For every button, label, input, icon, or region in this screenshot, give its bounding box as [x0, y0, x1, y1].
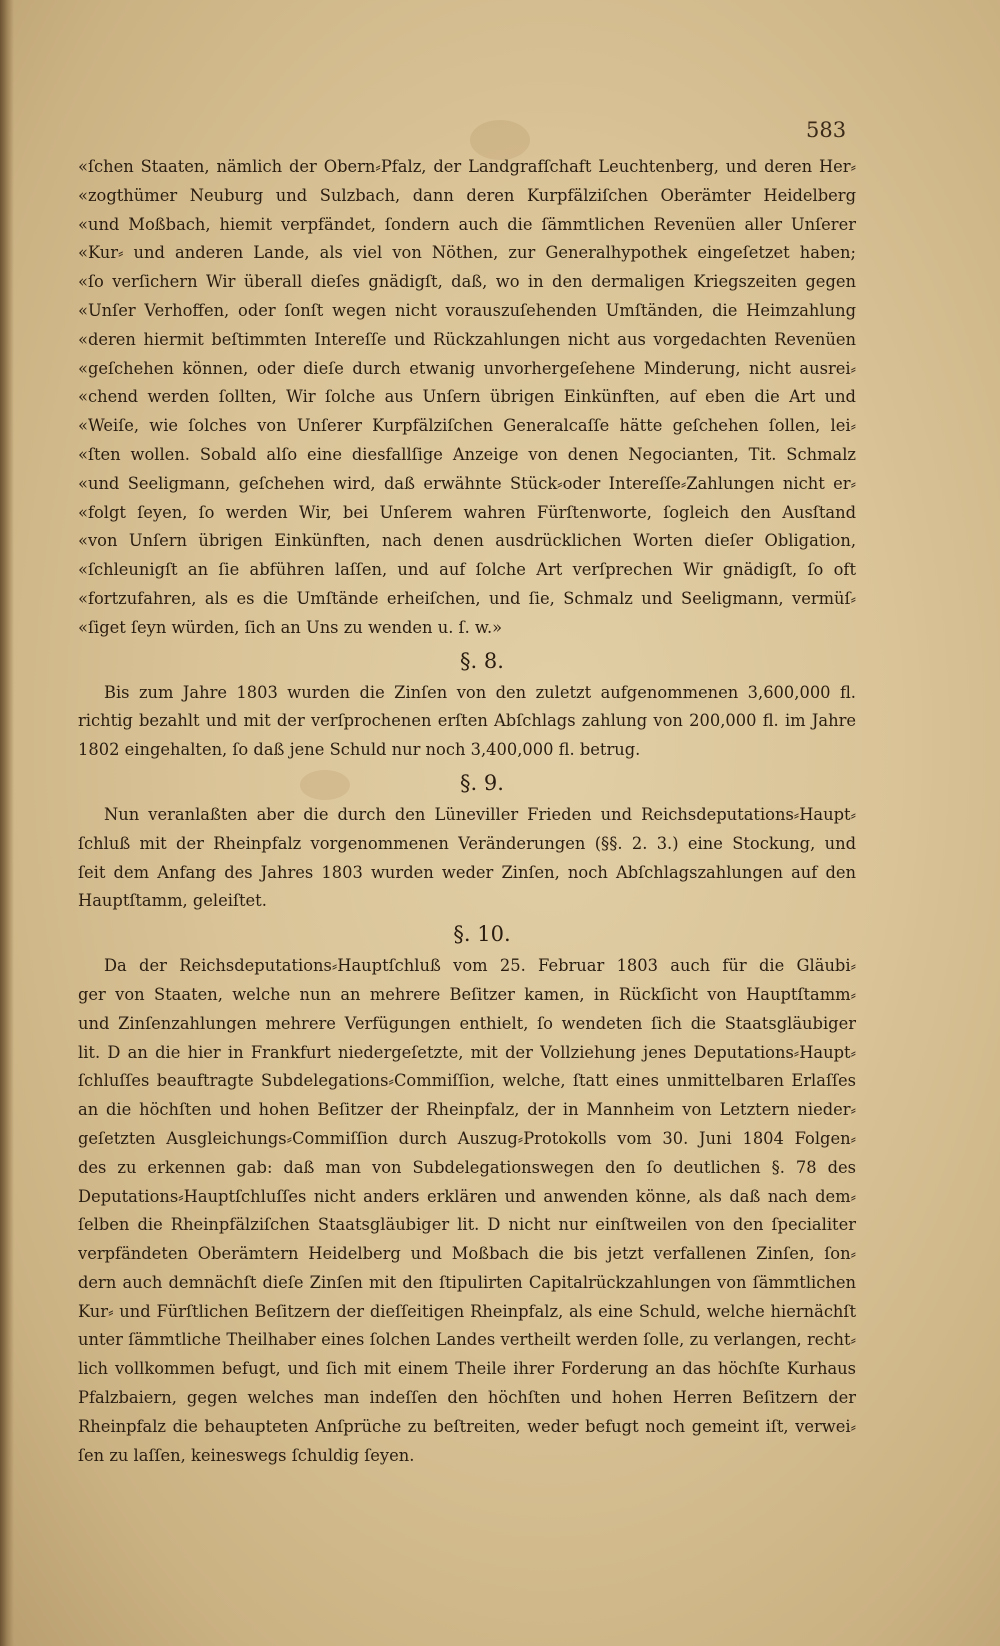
paragraph-line: Da der Reichsdeputations⸗Hauptſchluß vom 25. Februar 1803 auch für die Gläubi⸗ [104, 956, 856, 976]
paragraph-line: Bis zum Jahre 1803 wurden die Zinſen von den zuletzt aufgenommenen 3,600,000 fl. [104, 682, 856, 702]
paragraph-line: unter ſämmtliche Theilhaber eines ſolchen Landes vertheilt werden ſolle, zu verlangen, recht⸗ [78, 1330, 856, 1350]
quote-line: «chend werden ſollten, Wir ſolche aus Unſern übrigen Einkünften, auf eben die Art und [78, 387, 856, 407]
quote-line: «folgt ſeyen, ſo werden Wir, bei Unſerem wahren Fürſtenworte, ſogleich den Ausſtand [78, 502, 856, 522]
paragraph-line: Nun veranlaßten aber die durch den Lüneviller Frieden und Reichsdeputations⸗Haupt⸗ [104, 804, 856, 824]
quote-line: «Unſer Verhoffen, oder ſonſt wegen nicht vorauszuſehenden Umſtänden, die Heimzahlung [78, 300, 856, 320]
paragraph-line: dern auch demnächſt dieſe Zinſen mit den ſtipulirten Capitalrückzahlungen von ſämmtlichen [78, 1272, 856, 1292]
quote-line: «ſo verſichern Wir überall dieſes gnädigſt, daß, wo in den dermaligen Kriegszeiten gegen [78, 272, 856, 292]
quote-line: «ſiget ſeyn würden, ſich an Uns zu wenden u. ſ. w.» [78, 617, 503, 637]
quote-line: «ſchleunigſt an ſie abführen laſſen, und auf ſolche Art verſprechen Wir gnädigſt, ſo oft [78, 560, 856, 580]
paragraph-line: lich vollkommen befugt, und ſich mit einem Theile ihrer Forderung an das höchſte Kurhaus [78, 1359, 856, 1379]
paragraph-line: ſeit dem Anfang des Jahres 1803 wurden weder Zinſen, noch Abſchlagszahlungen auf den [78, 862, 856, 882]
quote-line: «ſten wollen. Sobald alſo eine diesfallſige Anzeige von denen Negocianten, Tit. Schmalz [78, 444, 856, 464]
quote-line: «deren hiermit beſtimmten Intereſſe und Rückzahlungen nicht aus vorgedachten Revenüen [78, 329, 856, 349]
body-text [78, 153, 856, 1470]
section-heading: §. 8. [460, 648, 504, 673]
paragraph-line: lit. D an die hier in Frankfurt niedergeſetzte, mit der Vollziehung jenes Deputations⸗Haupt⸗ [78, 1042, 856, 1062]
page-binding-edge [0, 0, 14, 1646]
paragraph-line: ger von Staaten, welche nun an mehrere Beſitzer kamen, in Rückſicht von Hauptſtamm⸗ [78, 984, 856, 1004]
page-number: 583 [806, 118, 847, 142]
paragraph-line: des zu erkennen gab: daß man von Subdelegationswegen den ſo deutlichen §. 78 des [78, 1157, 856, 1177]
quote-line: «von Unſern übrigen Einkünften, nach denen ausdrücklichen Worten dieſer Obligation, [78, 531, 856, 551]
quote-line: «geſchehen können, oder dieſe durch etwanig unvorhergeſehene Minderung, nicht ausrei⸗ [78, 358, 856, 378]
paragraph-line: ſen zu laſſen, keineswegs ſchuldig ſeyen. [78, 1445, 415, 1465]
paragraph-line: richtig bezahlt und mit der verſprochenen erſten Abſchlags zahlung von 200,000 fl. im Jahre [78, 711, 856, 731]
paragraph-line: und Zinſenzahlungen mehrere Verfügungen enthielt, ſo wendeten ſich die Staatsgläubiger [78, 1013, 856, 1033]
paragraph-line: Rheinpfalz die behaupteten Anſprüche zu beſtreiten, weder befugt noch gemeint iſt, verwei⸗ [78, 1416, 856, 1436]
paragraph-line: Kur⸗ und Fürſtlichen Beſitzern der dieſſeitigen Rheinpfalz, als eine Schuld, welche hiernächſt [78, 1301, 856, 1321]
paragraph-line: Deputations⸗Hauptſchluſſes nicht anders erklären und anwenden könne, als daß nach dem⸗ [78, 1186, 856, 1206]
quote-line: «fortzufahren, als es die Umſtände erheiſchen, und ſie, Schmalz und Seeligmann, vermüſ⸗ [78, 588, 856, 608]
section-heading: §. 10. [453, 922, 511, 947]
quote-line: «ſchen Staaten, nämlich der Obern⸗Pfalz, der Landgrafſchaft Leuchtenberg, und deren Her⸗ [78, 157, 856, 176]
quote-line: «und Moßbach, hiemit verpfändet, ſondern auch die ſämmtlichen Revenüen aller Unſerer [78, 214, 856, 234]
quote-line: «Weiſe, wie ſolches von Unſerer Kurpfälziſchen Generalcaſſe hätte geſchehen ſollen, lei⸗ [78, 416, 856, 436]
quote-line: «und Seeligmann, geſchehen wird, daß erwähnte Stück⸗oder Intereſſe⸗Zahlungen nicht er⸗ [78, 473, 856, 493]
paragraph-line: ſelben die Rheinpfälziſchen Staatsgläubiger lit. D nicht nur einſtweilen von den ſpecialiter [78, 1215, 856, 1235]
paragraph-line: geſetzten Ausgleichungs⸗Commiſſion durch Auszug⸗Protokolls vom 30. Juni 1804 Folgen⸗ [78, 1128, 856, 1148]
paragraph-line: ſchluß mit der Rheinpfalz vorgenommenen Veränderungen (§§. 2. 3.) eine Stockung, und [78, 833, 856, 853]
paragraph-line: verpfändeten Oberämtern Heidelberg und Moßbach die bis jetzt verfallenen Zinſen, ſon⸗ [78, 1244, 856, 1264]
paragraph-line: an die höchſten und hohen Beſitzer der Rheinpfalz, der in Mannheim von Letztern nieder⸗ [78, 1100, 856, 1120]
quote-line: «zogthümer Neuburg und Sulzbach, dann deren Kurpfälziſchen Oberämter Heidelberg [78, 185, 856, 205]
quote-line: «Kur⸗ und anderen Lande, als viel von Nöthen, zur Generalhypothek eingeſetzet haben; [78, 243, 856, 263]
paragraph-line: Hauptſtamm, geleiſtet. [78, 891, 267, 911]
paragraph-line: Pfalzbaiern, gegen welches man indeſſen den höchſten und hohen Herren Beſitzern der [78, 1388, 856, 1408]
paragraph-line: ſchluſſes beauftragte Subdelegations⸗Commiſſion, welche, ſtatt eines unmittelbaren Erlaſſes [78, 1071, 856, 1091]
paragraph-line: 1802 eingehalten, ſo daß jene Schuld nur noch 3,400,000 fl. betrug. [78, 740, 641, 760]
section-heading: §. 9. [460, 770, 504, 795]
